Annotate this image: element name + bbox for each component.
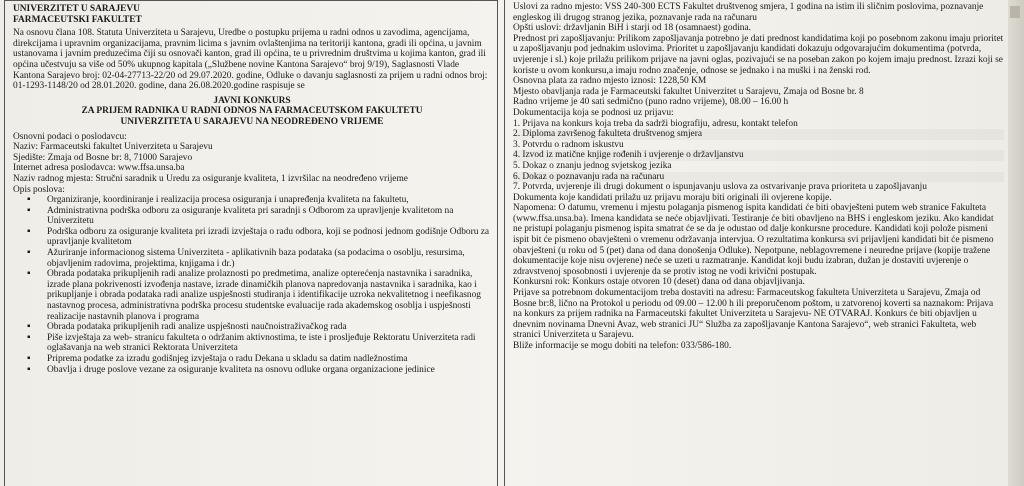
info-line: Internet adresa poslodavca: www.ffsa.unsa.ba [13,163,185,174]
duty-item: ▪ Priprema podatke za izradu godišnjeg izvještaja o radu Dekana u skladu sa datim nadležnostima [47,354,491,365]
duty-item: ▪ Piše izvještaja za web- stranicu fakulteta o održanim aktivnostima, te iste i prosljeđuje Rektoratu Univerziteta radi oglašavanja na web stranici Rektorata Univerziteta [47,333,491,354]
document-item: 6. Dokaz o poznavanju rada na računaru [513,172,1004,183]
document-item: 4. Izvod iz matične knjige rođenih i uvjerenje o državljanstvu [513,150,1004,161]
duty-item: ▪ Obrada podataka prikupljenih radi analize uspješnosti naučnoistraživačkog rada [47,322,491,333]
condition-line: Dokumentacija koja se podnosi uz prijavu: [513,107,674,118]
closing-line: Dokumenta koje kandidati prilažu uz prijavu moraju biti originali ili ovjerene kopije. [513,192,832,203]
duty-item: ▪ Organiziranje, koordiniranje i realizacija procesa osiguranja i unapređenja kvaliteta na fakultetu, [47,195,491,206]
documents-list [513,119,1004,193]
left-column [4,0,498,486]
closing-notes [513,193,1004,352]
notice-title [13,96,491,128]
employer-info [13,132,491,196]
title-line: UNIVERZITETA U SARAJEVU NA NEODREĐENO VRIJEME [120,116,384,127]
intro-paragraph: Na osnovu člana 108. Statuta Univerziteta u Sarajevu, Uredbe o postupku prijema u radni odnos u zavodima, agencijama, direkcijama i upravnim organizacijama, pravnim licima s javnim ovlaštenjima na teritoriji kantona, gradi ili općina, u javnim ustanovama i javnim preduzećima čiji su osnovači kanton, grad ili općina, te u privrednim društvima u kojima kanton, grad ili općina učestvuju sa više od 50% ukupnog kapitala („Službene novine Kantona Sarajevo“ broj 9/19), Saglasnosti Vlade Kantona Sarajevo broj: 02-04-27713-22/20 od 29.07.2020. godine, Odluke o davanju saglasnosti za prijem u radni odnos broj: 01-1293-1148/20 od 28.01.2020. godine, dana 26.08.2020.godine raspisuje se [13,28,488,92]
document-item: 5. Dokaz o znanju jednog svjetskog jezika [513,160,672,171]
document-item: 2. Diploma završenog fakulteta društvenog smjera [513,129,1004,140]
info-line: Sjedište: Zmaja od Bosne br: 8, 71000 Sarajevo [13,152,193,163]
duty-item: ▪ Obavlja i druge poslove vezane za osiguranje kvaliteta na osnovu odluke organa organizacione jedinice [47,365,491,376]
condition-line: Opšti uslovi: državljanin BiH i starji od 18 (osamnaest) godina. [513,23,751,34]
document-item: 7. Potvrda, uvjerenje ili drugi dokument o ispunjavanju uslova za ostvarivanje prava prioriteta u zapošljavanju [513,182,927,193]
right-column [504,0,1008,486]
closing-line: Napomena: O datumu, vremenu i mjestu polaganja pismenog ispita kandidati će biti obavješteni putem web stranice Fakulteta (www.ffsa.unsa.ba). Imena kandidata se neće objavljivati. Testiranje će biti obavljeno na BHS i engleskom jeziku. Ako kandidat ne pristupi polaganju pismenog ispita smatrat će se da je odustao od dalje konkursne procedure. Kandidati koji polože pismeni ispit bit će pismeno obavješteni o vremenu održavanja intervjua. O rezultatima konkursa svi prijavljeni kandidati bit će pismeno obavješteni (u roku od 5 (pet) dana od dana donošenja Odluke). Nepotpune, neblagovremene i neuredne prijave (kopije tražene dokumentacije koje nisu ovjerene) neće se uzeti u razmatranje. Kandidat koji budu izabran, dužan je dostaviti uvjerenje o zdravstvenoj sposobnosti i uvjerenje da se protiv istog ne vodi krivični postupak. [513,203,994,277]
duty-item: ▪ Ažuriranje informacionog sistema Univerziteta - aplikativnih baza podataka (sa podacima o osoblju, resursima, objavljenim radovima, projektima, knjigama i dr.) [47,248,491,269]
closing-line: Konkursni rok: Konkurs ostaje otvoren 10 (deset) dana od dana objavljivanja. [513,277,805,288]
org-name [13,4,491,25]
org-line: UNIVERZITET U SARAJEVU [13,4,140,14]
closing-line: Prijave sa potrebnom dokumentacijom treba dostaviti na adresu: Farmaceutskog fakulteta Univerziteta u Sarajevu, Zmaja od Bosne br:8, lično na Protokol u periodu od 09.00 – 12.00 h ili preporučenom poštom, u zatvorenoj koverti sa naznakom: Prijava na konkurs za prijem radnika na Farmaceutski fakultet Univerziteta u Sarajevu- NE OTVARAJ. Konkurs će biti objavljen u dnevnim novinama Dnevni Avaz, web stranici JU“ Služba za zapošljavanje Kantona Sarajevo“, web stranici Fakulteta, web stranici Univerziteta u Sarajevu. [513,288,994,341]
info-line: Opis poslova: [13,184,65,195]
title-line: ZA PRIJEM RADNIKA U RADNI ODNOS NA FARMACEUTSKOM FAKULTETU [81,106,423,117]
condition-line: Prednost pri zapošljavanju: Prilikom zapošljavanja potrebno je dati prednost kandidatima koji po posebnom zakonu imaju prioritet u zapošljavanju pod jednakim uslovima. Prioritet u zapošljavanju kandidati dokazuju odgovarajućim dokumentima (potvrda, uvjerenje i sl.) koje prilažu prilikom prijave na javni oglas, pozivajući se na poseban zakon po kojem imaju prednost. Izrazi koji se koriste u ovom konkursu,a imaju rodno značenje, odnose se jednako i na muški i na ženski rod. [513,33,1004,76]
info-line: Naziv: Farmaceutski fakultet Univerziteta u Sarajevu [13,142,213,153]
duty-item: ▪ Obrada podataka prikupljenih radi analize prolaznosti po predmetima, analize opterećenja nastavnika i saradnika, izrade plana pokrivenosti izvođenja nastave, izrade dinamičkih planova napredovanja nastavnika i saradnika, kao i prikupljanje i obrada podataka radi analize uspješnosti studiranja i identifikacije uzroka nekvalitetnog i neefikasnog nastavnog procesa, administrativna podrška procesu studentske evaluacije rada akademskog osoblja i uspješnosti realizacije nastavnih planova i programa [47,269,491,322]
duty-item: ▪ Administrativna podrška odboru za osiguranje kvaliteta pri saradnji s Odborom za upravljenje kvalitetom na Univerzitetu [47,206,491,227]
duty-item: ▪ Podrška odboru za osiguranje kvaliteta pri izradi izvještaja o radu odbora, koji se podnosi jednom godišnje Odboru za upravljanje kvalitetom [47,227,491,248]
document-item: 1. Prijava na konkurs koja treba da sadrži biografiju, adresu, kontakt telefon [513,118,798,129]
info-line: Naziv radnog mjesta: Stručni saradnik u Uredu za osiguranje kvaliteta, 1 izvršilac na neodređeno vrijeme [13,173,408,184]
condition-line: Mjesto obavljanja rada je Farmaceutski fakultet Univerzitet u Sarajevu, Zmaja od Bosne br. 8 [513,86,864,97]
condition-line: Uslovi za radno mjesto: VSS 240-300 ECTS Fakultet društvenog smjera, 1 godina na istim ili sličnim poslovima, poznavanje engleskog ili drugog stranog jezika, poznavanje rada na računaru [513,2,984,23]
closing-line: Bliže informacije se mogu dobiti na telefon: 033/586-180. [513,341,732,351]
conditions [513,2,1004,119]
condition-line: Osnovna plata za radno mjesto iznosi: 1228,50 KM [513,76,707,87]
duties-list [13,195,491,375]
document-item: 3. Potvrdu o radnom iskustvu [513,139,624,150]
condition-line: Radno vrijeme je 40 sati sedmično (puno radno vrijeme), 08.00 – 16.00 h [513,97,789,108]
org-line: FARMACEUTSKI FAKULTET [13,14,142,25]
info-line: Osnovni podaci o poslodavcu: [13,131,127,142]
adjacent-page-edge [1008,0,1024,486]
title-line: JAVNI KONKURS [213,95,291,106]
